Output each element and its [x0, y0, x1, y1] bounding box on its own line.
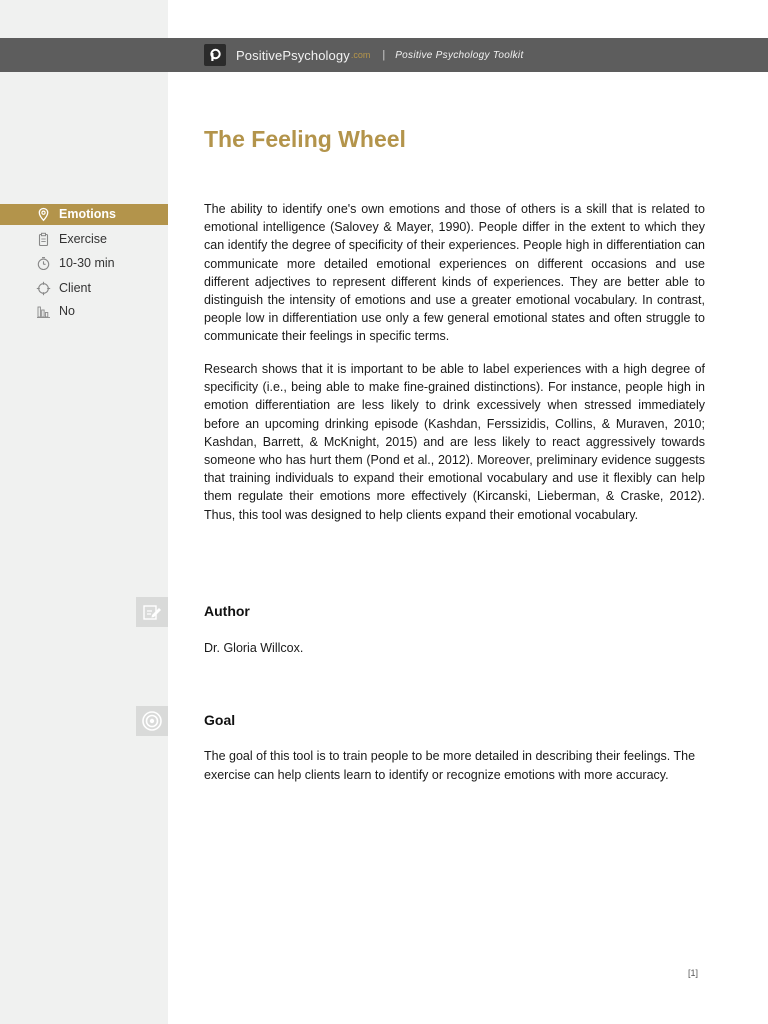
target-icon: [136, 706, 168, 736]
brand: [204, 44, 524, 66]
meta-item-audience: [0, 278, 168, 299]
positive-psychology-logo-icon: [204, 44, 226, 66]
meta-label: 10-30 min: [59, 256, 115, 270]
location-pin-icon: [36, 207, 51, 222]
pencil-note-icon: [136, 597, 168, 627]
brand-name: PositivePsychology: [236, 47, 350, 63]
meta-item-category: [0, 204, 168, 225]
meta-label: Client: [59, 281, 91, 295]
clipboard-icon: [36, 232, 51, 247]
brand-separator: |: [382, 49, 386, 61]
stopwatch-icon: [36, 256, 51, 271]
goal-text: The goal of this tool is to train people to be more detailed in describing their feelings. The exercise can help clients learn to identify or recognize emotions with more accuracy.: [204, 749, 696, 782]
author-heading: Author: [204, 603, 250, 619]
bar-chart-icon: [36, 304, 51, 319]
meta-label: No: [59, 304, 75, 318]
intro-paragraph: The ability to identify one's own emotions and those of others is a skill that is related to emotional intelligence (Salovey & Mayer, 1990). People differ in the extent to which they can identify the degree of specificity of their experiences. People high in differentiation can communicate more detailed emotional experiences on different occasions and use different adjectives to represent different kinds of experiences. They are better able to distinguish the intensity of emotions and use a greater emotional vocabulary. In contrast, people low in differentiation use only a few general emotional states and often struggle to communicate their feelings in specific terms.: [204, 202, 705, 344]
sidebar: [0, 0, 168, 1024]
page-number: [1]: [688, 968, 699, 978]
meta-item-type: [0, 229, 168, 250]
page-title: The Feeling Wheel: [204, 126, 406, 152]
crosshair-icon: [36, 281, 51, 296]
goal-heading: Goal: [204, 712, 236, 728]
meta-label: Exercise: [59, 232, 107, 246]
meta-item-duration: [0, 253, 168, 274]
meta-item-scale: [0, 301, 168, 322]
research-paragraph: Research shows that it is important to be able to label experiences with a high degree of specificity (i.e., being able to make fine-grained distinctions). For instance, people high in emotion differentiation are less likely to drink excessively when stressed immediately before an upcoming drinking episode (Kashdan, Ferssizidis, Collins, & Muraven, 2010; Kashdan, Barrett, & McKnight, 2015) and are less likely to react aggressively towards someone who has hurt them (Pond et al., 2012). Moreover, preliminary evidence suggests that training individuals to expand their emotional vocabulary and use it flexibly can help them regulate their emotions more effectively (Kircanski, Lieberman, & Craske, 2012). Thus, this tool was designed to help clients expand their emotional vocabulary.: [204, 362, 705, 522]
toolkit-label: Positive Psychology Toolkit: [395, 49, 524, 61]
meta-label: Emotions: [59, 207, 116, 221]
brand-domain: .com: [350, 50, 371, 60]
author-name: Dr. Gloria Willcox.: [204, 641, 304, 655]
